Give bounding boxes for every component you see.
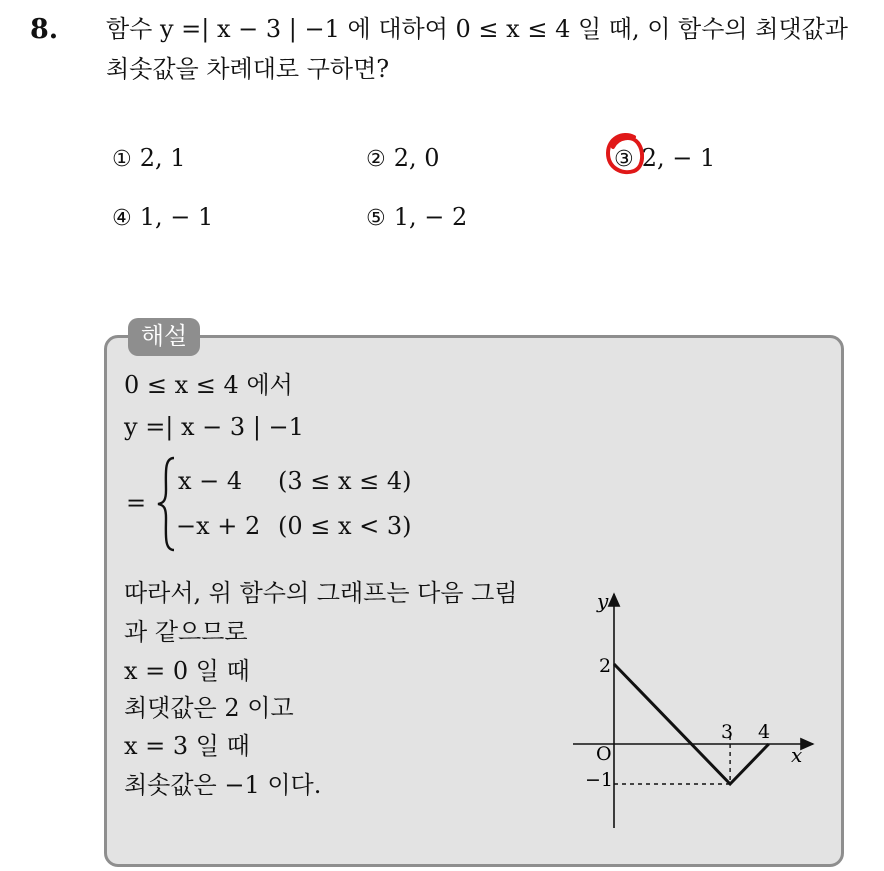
tick-label-x-3: 3 xyxy=(721,721,734,743)
option-3-text: 2, − 1 xyxy=(641,144,716,172)
solution-text-5: x = 3 일 때 xyxy=(124,732,250,760)
option-number-4: ④ xyxy=(112,206,132,231)
tick-label-x-4: 4 xyxy=(758,721,771,743)
solution-text-2: 과 같으므로 xyxy=(124,618,248,646)
piecewise-brace xyxy=(156,456,178,552)
x-axis-label: x xyxy=(791,743,803,767)
question-number: 8. xyxy=(30,14,59,45)
solution-line-1: 0 ≤ x ≤ 4 에서 xyxy=(124,371,293,399)
option-number-5: ⑤ xyxy=(366,206,386,231)
solution-text-6: 최솟값은 −1 이다. xyxy=(124,771,322,799)
graph-line xyxy=(614,664,769,784)
option-1-text: 2, 1 xyxy=(139,144,186,172)
option-4-text: 1, − 1 xyxy=(139,203,214,231)
option-5-text: 1, − 2 xyxy=(393,203,468,231)
option-2-text: 2, 0 xyxy=(393,144,440,172)
question-text-line-2: 최솟값을 차례대로 구하면? xyxy=(106,55,390,83)
piecewise-equals: = xyxy=(126,489,147,517)
option-5[interactable] xyxy=(366,202,467,232)
solution-line-2: y =| x − 3 | −1 xyxy=(124,413,304,441)
option-number-2: ② xyxy=(366,147,386,172)
option-number-3: ③ xyxy=(614,147,634,172)
case-1-condition: (3 ≤ x ≤ 4) xyxy=(278,467,412,495)
option-4[interactable] xyxy=(112,202,213,232)
option-2[interactable] xyxy=(366,143,440,173)
y-axis-label: y xyxy=(597,589,609,613)
case-2-condition: (0 ≤ x < 3) xyxy=(278,512,412,540)
option-number-1: ① xyxy=(112,147,132,172)
tick-label-y-2: 2 xyxy=(599,655,612,677)
option-3[interactable] xyxy=(614,143,715,173)
case-1-expression: x − 4 xyxy=(178,467,243,495)
function-graph xyxy=(565,588,825,833)
question-text-line-1: 함수 y =| x − 3 | −1 에 대하여 0 ≤ x ≤ 4 일 때, 이 함수의 최댓값과 xyxy=(106,15,848,43)
solution-text-1: 따라서, 위 함수의 그래프는 다음 그림 xyxy=(124,579,518,607)
solution-text-4: 최댓값은 2 이고 xyxy=(124,694,294,722)
tick-label-y-neg1: −1 xyxy=(585,769,614,791)
solution-text-3: x = 0 일 때 xyxy=(124,657,250,685)
case-2-expression: −x + 2 xyxy=(176,512,261,540)
origin-label: O xyxy=(596,743,612,765)
option-1[interactable] xyxy=(112,143,186,173)
solution-tag: 해설 xyxy=(128,318,200,356)
